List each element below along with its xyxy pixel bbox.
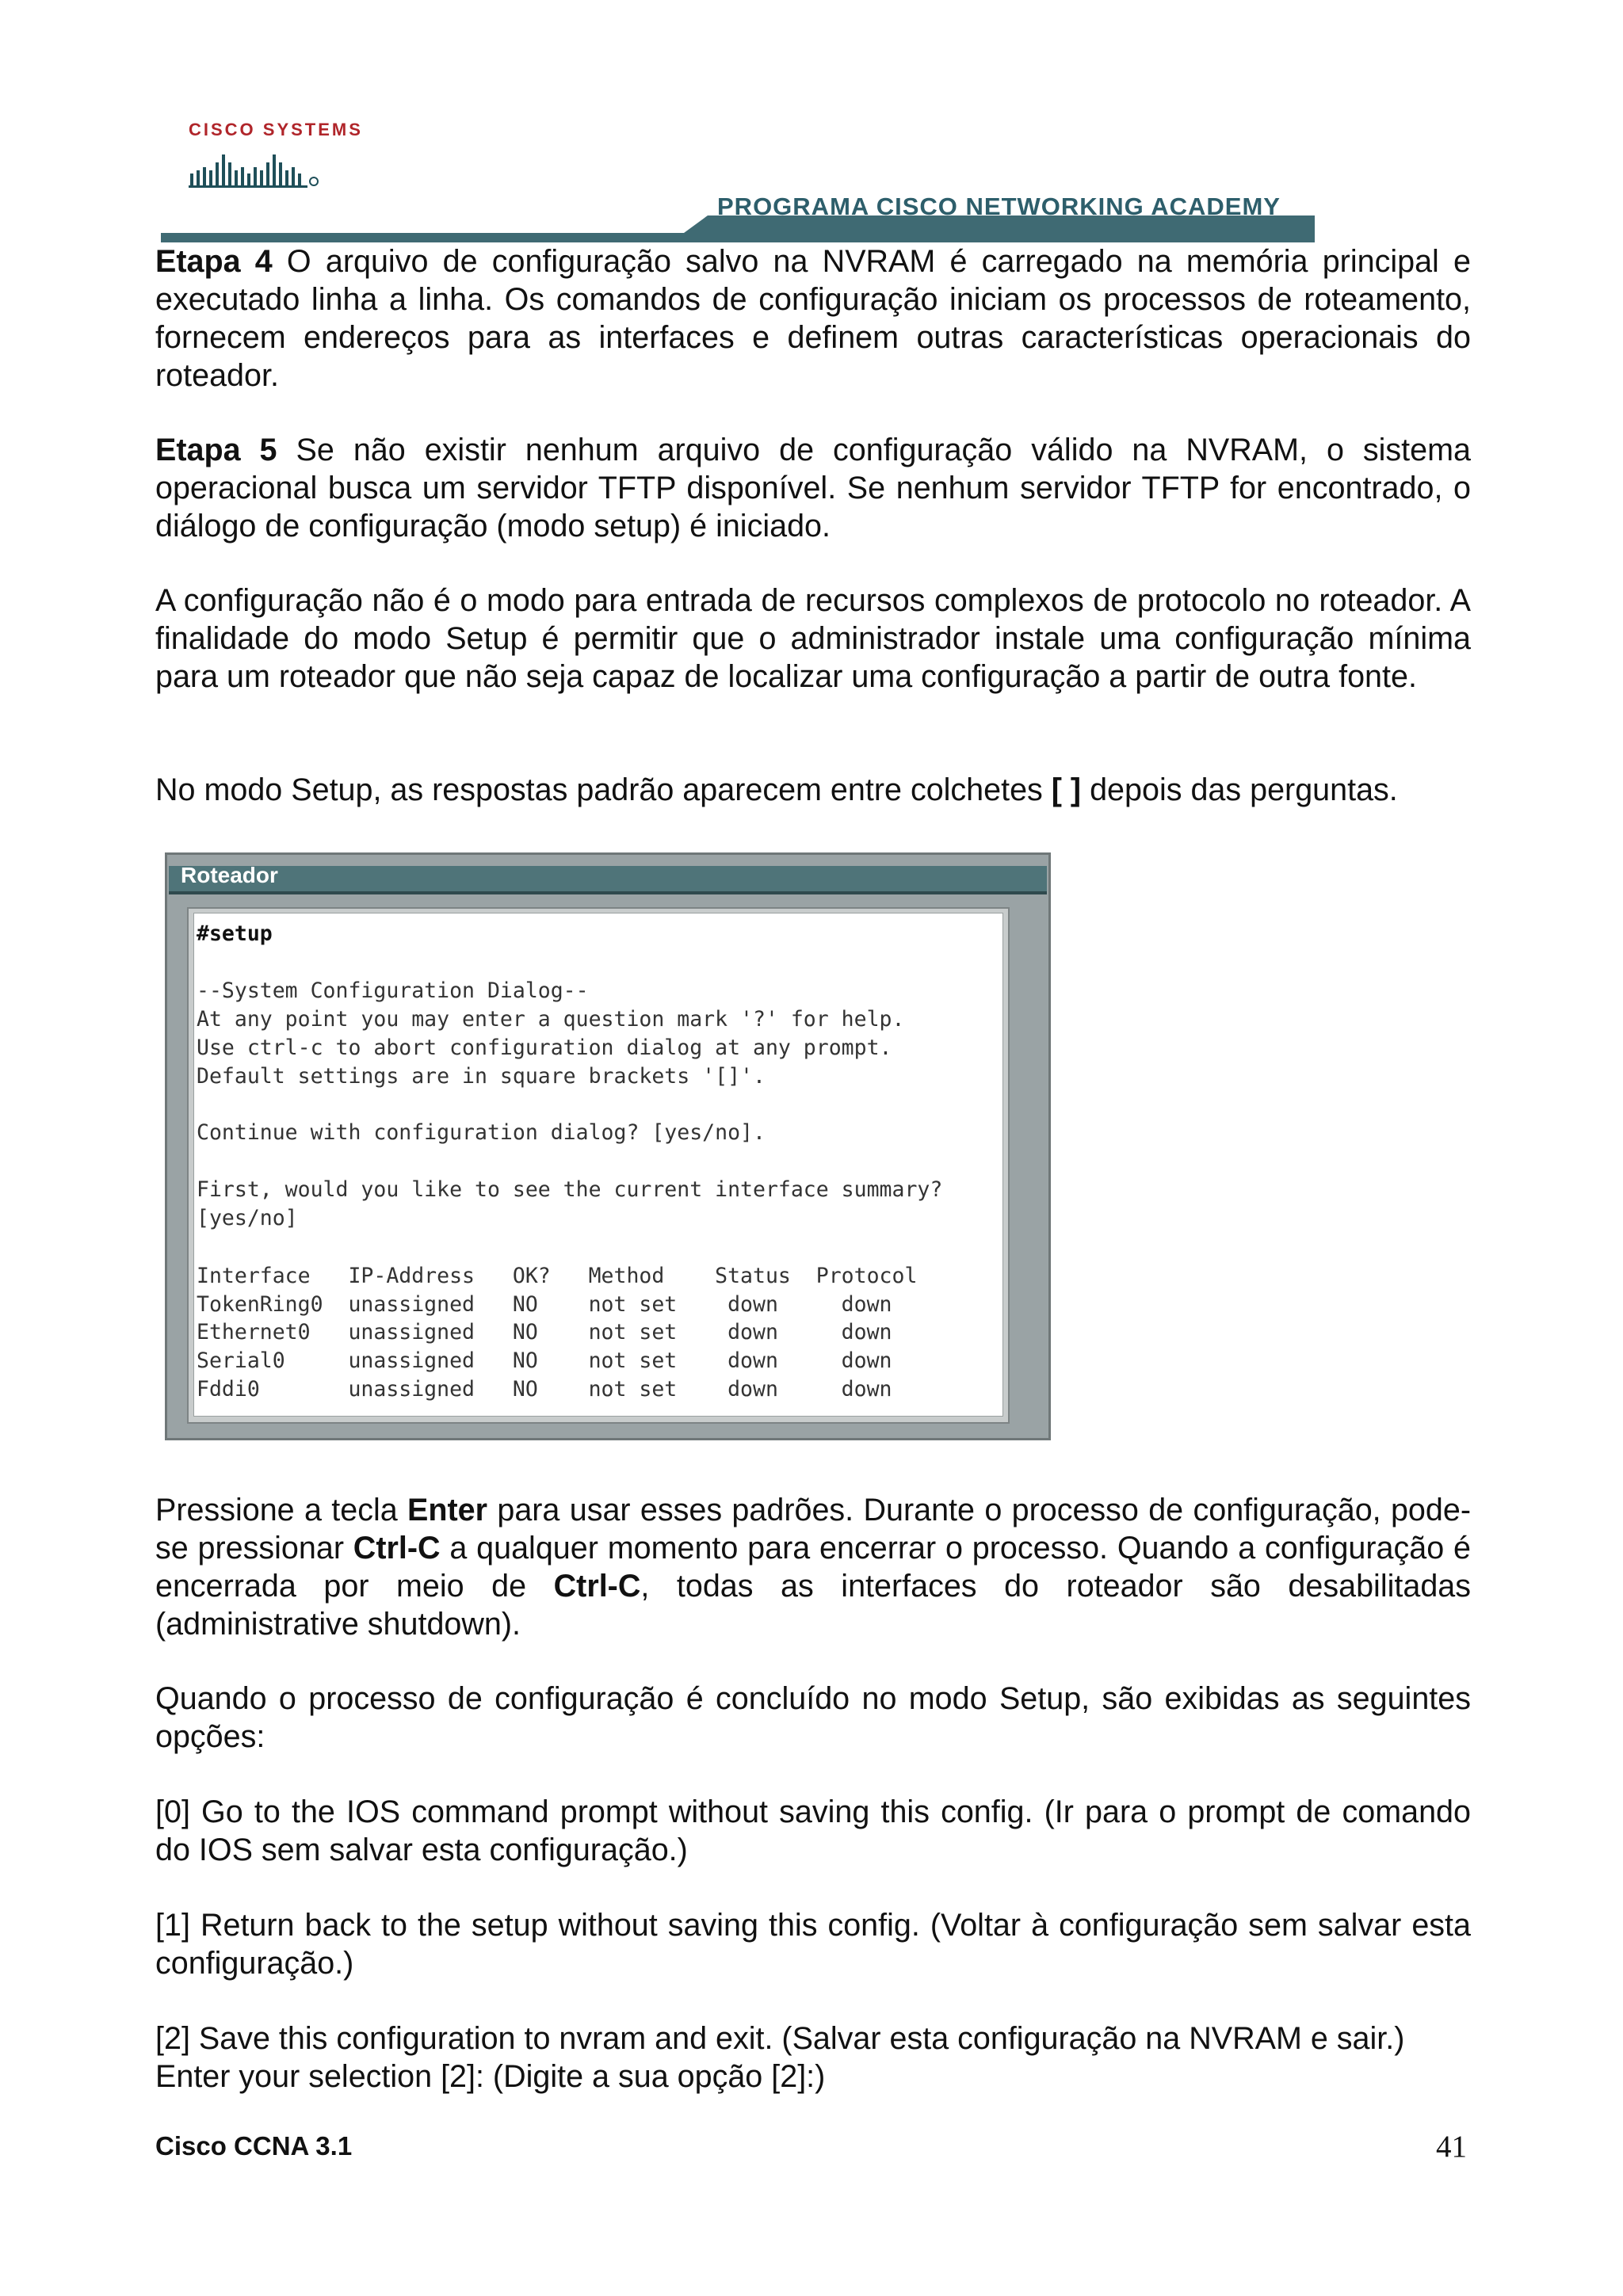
option-2-line-2: Enter your selection [2]: (Digite a sua opção [2]:) (155, 2059, 826, 2094)
enter-text-e: , todas as interfaces do roteador são desabilitadas (administrative shutdown). (155, 1569, 1472, 1642)
cisco-logo-text: CISCO SYSTEMS (189, 120, 363, 139)
console-line: TokenRing0 unassigned NO not set down down (197, 1292, 892, 1317)
router-titlebar (169, 866, 1047, 894)
etapa-5-text: Se não existir nenhum arquivo de configuração válido na NVRAM, o sistema operacional busca um servidor TFTP disponível. Se nenhum servidor TFTP for encontrado, o diálogo de configuração (modo setup) é iniciado. (155, 433, 1471, 543)
console-line: --System Configuration Dialog-- (197, 978, 589, 1003)
console-line: At any point you may enter a question mark '?' for help. (197, 1007, 905, 1032)
cisco-logo-bars-icon (189, 147, 322, 188)
paragraph-etapa-5 (155, 431, 1471, 545)
option-2-line-1: [2] Save this configuration to nvram and exit. (Salvar esta configuração na NVRAM e sair.) (155, 2021, 1405, 2056)
etapa-4-label: Etapa 4 (155, 244, 273, 279)
ctrl-c-bold: Ctrl-C (353, 1531, 441, 1566)
console-line: Serial0 unassigned NO not set down down (197, 1348, 892, 1373)
console-line: Fddi0 unassigned NO not set down down (197, 1377, 892, 1402)
footer-course: Cisco CCNA 3.1 (155, 2131, 353, 2161)
brackets-bold: [ ] (1051, 772, 1082, 807)
console-line: First, would you like to see the current interface summary? (197, 1177, 943, 1202)
enter-text-a: Pressione a tecla (155, 1493, 408, 1527)
default-answers-text-a: No modo Setup, as respostas padrão aparecem entre colchetes (155, 772, 1052, 807)
paragraph-option-1: [1] Return back to the setup without saving this config. (Voltar à configuração sem salvar esta configuração.) (155, 1908, 1471, 1981)
paragraph-etapa-4 (155, 242, 1471, 395)
enter-key-bold: Enter (407, 1493, 488, 1527)
etapa-5-label: Etapa 5 (155, 433, 277, 467)
page-number: 41 (1436, 2130, 1467, 2164)
enter-text-c: para usar esses padrões. Durante o processo de configuração, pode-se pressionar (155, 1493, 1471, 1566)
console-line: Use ctrl-c to abort configuration dialog at any prompt. (197, 1035, 892, 1060)
paragraph-default-answers (155, 771, 1471, 809)
program-title: PROGRAMA CISCO NETWORKING ACADEMY (717, 193, 1281, 220)
paragraph-option-0: [0] Go to the IOS command prompt without saving this config. (Ir para o prompt de comando do IOS sem salvar esta configuração.) (155, 1794, 1471, 1867)
console-line: Interface IP-Address OK? Method Status Protocol (197, 1264, 918, 1288)
router-title: Roteador (181, 863, 278, 887)
console-line: Ethernet0 unassigned NO not set down down (197, 1320, 892, 1344)
paragraph-enter-ctrl-c (155, 1491, 1471, 1643)
console-line: Default settings are in square brackets '[]'. (197, 1064, 766, 1089)
ctrl-c-bold-2: Ctrl-C (553, 1569, 641, 1604)
console-line: #setup (197, 921, 273, 946)
paragraph-setup-purpose: A configuração não é o modo para entrada de recursos complexos de protocolo no roteador. A finalidade do modo Setup é permitir que o administrador instale uma configuração mínima para um roteador que não seja capaz de localizar uma configuração a partir de outra fonte. (155, 583, 1471, 694)
paragraph-options-intro: Quando o processo de configuração é concluído no modo Setup, são exibidas as seguintes opções: (155, 1681, 1471, 1754)
default-answers-text-b: depois das perguntas. (1081, 772, 1398, 807)
console-line: [yes/no] (197, 1206, 298, 1230)
paragraph-option-2 (155, 2019, 1471, 2096)
console-line: Continue with configuration dialog? [yes/no]. (197, 1120, 766, 1145)
etapa-4-text: O arquivo de configuração salvo na NVRAM é carregado na memória principal e executado linha a linha. Os comandos de configuração iniciam os processos de roteamento, fornecem endereços para as interfaces e definem outras características operacionais do roteador. (155, 244, 1471, 393)
enter-text-d: a qualquer momento para encerrar o processo. Quando a configuração é encerrada por meio de (155, 1531, 1471, 1604)
